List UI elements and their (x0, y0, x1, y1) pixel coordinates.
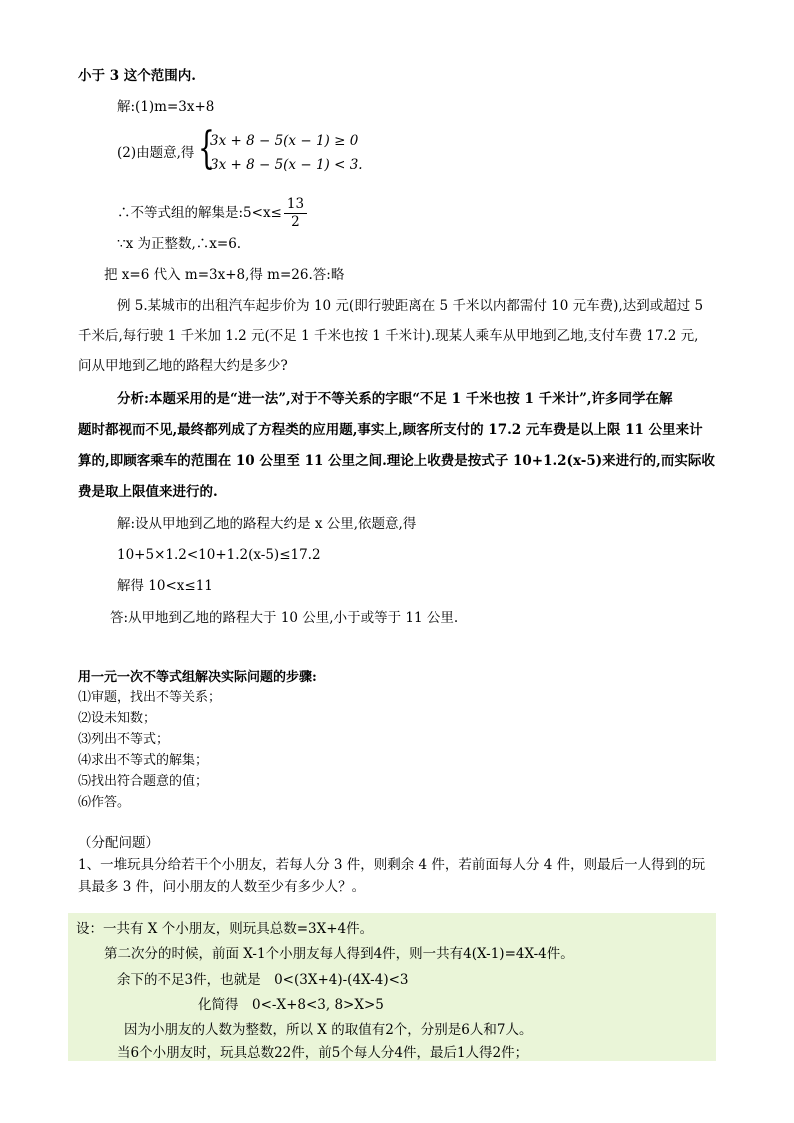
question-line: 具最多 3 件，问小朋友的人数至少有多少人？。 (78, 879, 366, 895)
answer-line: 第二次分的时候，前面 X-1个小朋友每人得到4件，则一共有4(X-1)=4X-4件。 (104, 946, 574, 962)
text-line: 答:从甲地到乙地的路程大于 10 公里,小于或等于 11 公里. (110, 610, 459, 626)
section-label: （分配问题） (78, 835, 159, 851)
text-line: (2)由题意,得 (117, 145, 195, 161)
text-line: 解:(1)m=3x+8 (117, 99, 215, 115)
step-item: ⑶列出不等式； (78, 732, 170, 747)
step-item: ⑹作答。 (78, 795, 131, 810)
text-line: 10+5×1.2<10+1.2(x-5)≤17.2 (117, 547, 321, 563)
text-line: 把 x=6 代入 m=3x+8,得 m=26.答:略 (104, 267, 345, 283)
text-line: 千米后,每行驶 1 千米加 1.2 元(不足 1 千米也按 1 千米计).现某人乘车从甲地到乙地,支付车费 17.2 元, (78, 328, 699, 344)
steps-heading: 用一元一次不等式组解决实际问题的步骤: (78, 670, 317, 685)
text-line: 小于 3 这个范围内. (78, 68, 196, 84)
text-line: 例 5.某城市的出租汽车起步价为 10 元(即行驶距离在 5 千米以内都需付 10 元车费),达到或超过 5 (117, 298, 704, 314)
step-item: ⑴审题，找出不等关系； (78, 690, 222, 705)
step-item: ⑵设未知数； (78, 711, 157, 726)
answer-line: 设：一共有 X 个小朋友，则玩具总数=3X+4件。 (76, 921, 374, 937)
analysis-line: 题时都视而不见,最终都列成了方程类的应用题,事实上,顾客所支付的 17.2 元车费是以上限 11 公里来计 (78, 422, 703, 438)
text-line: 解得 10<x≤11 (117, 578, 213, 594)
answer-line: 化简得 0<-X+8<3, 8>X>5 (198, 997, 384, 1013)
analysis-line: 分析:本题采用的是“进一法”,对于不等关系的字眼“不足 1 千米也按 1 千米计”,许多同学在解 (117, 391, 673, 407)
answer-line: 因为小朋友的人数为整数，所以 X 的取值有2个，分别是6人和7人。 (124, 1022, 533, 1038)
fraction-numerator: 13 (284, 196, 307, 214)
text-line: 解:设从甲地到乙地的路程大约是 x 公里,依题意,得 (117, 516, 417, 532)
step-item: ⑷求出不等式的解集； (78, 753, 209, 768)
brace-symbol: { (198, 123, 215, 174)
analysis-line: 算的,即顾客乘车的范围在 10 公里至 11 公里之间.理论上收费是按式子 10+1.2(x-5)来进行的,而实际收 (78, 453, 715, 469)
analysis-line: 费是取上限值来进行的. (78, 484, 218, 500)
inequality-1: 3x + 8 − 5(x − 1) ≥ 0 (210, 133, 359, 149)
solution-set-line (117, 196, 309, 231)
solution-set-text: ∴不等式组的解集是:5<x≤ (117, 205, 282, 221)
question-line: 1、一堆玩具分给若干个小朋友，若每人分 3 件，则剩余 4 件，若前面每人分 4 件，则最后一人得到的玩 (78, 857, 706, 873)
text-line: 问从甲地到乙地的路程大约是多少? (78, 358, 288, 374)
fraction (284, 196, 307, 231)
answer-line: 当6个小朋友时，玩具总数22件，前5个每人分4件，最后1人得2件； (117, 1045, 529, 1061)
text-line: ∵x 为正整数,∴x=6. (117, 236, 242, 252)
inequality-2: 3x + 8 − 5(x − 1) < 3. (210, 157, 363, 173)
fraction-denominator: 2 (291, 214, 300, 230)
step-item: ⑸找出符合题意的值； (78, 774, 209, 789)
answer-line: 余下的不足3件，也就是 0<(3X+4)-(4X-4)<3 (117, 972, 409, 988)
